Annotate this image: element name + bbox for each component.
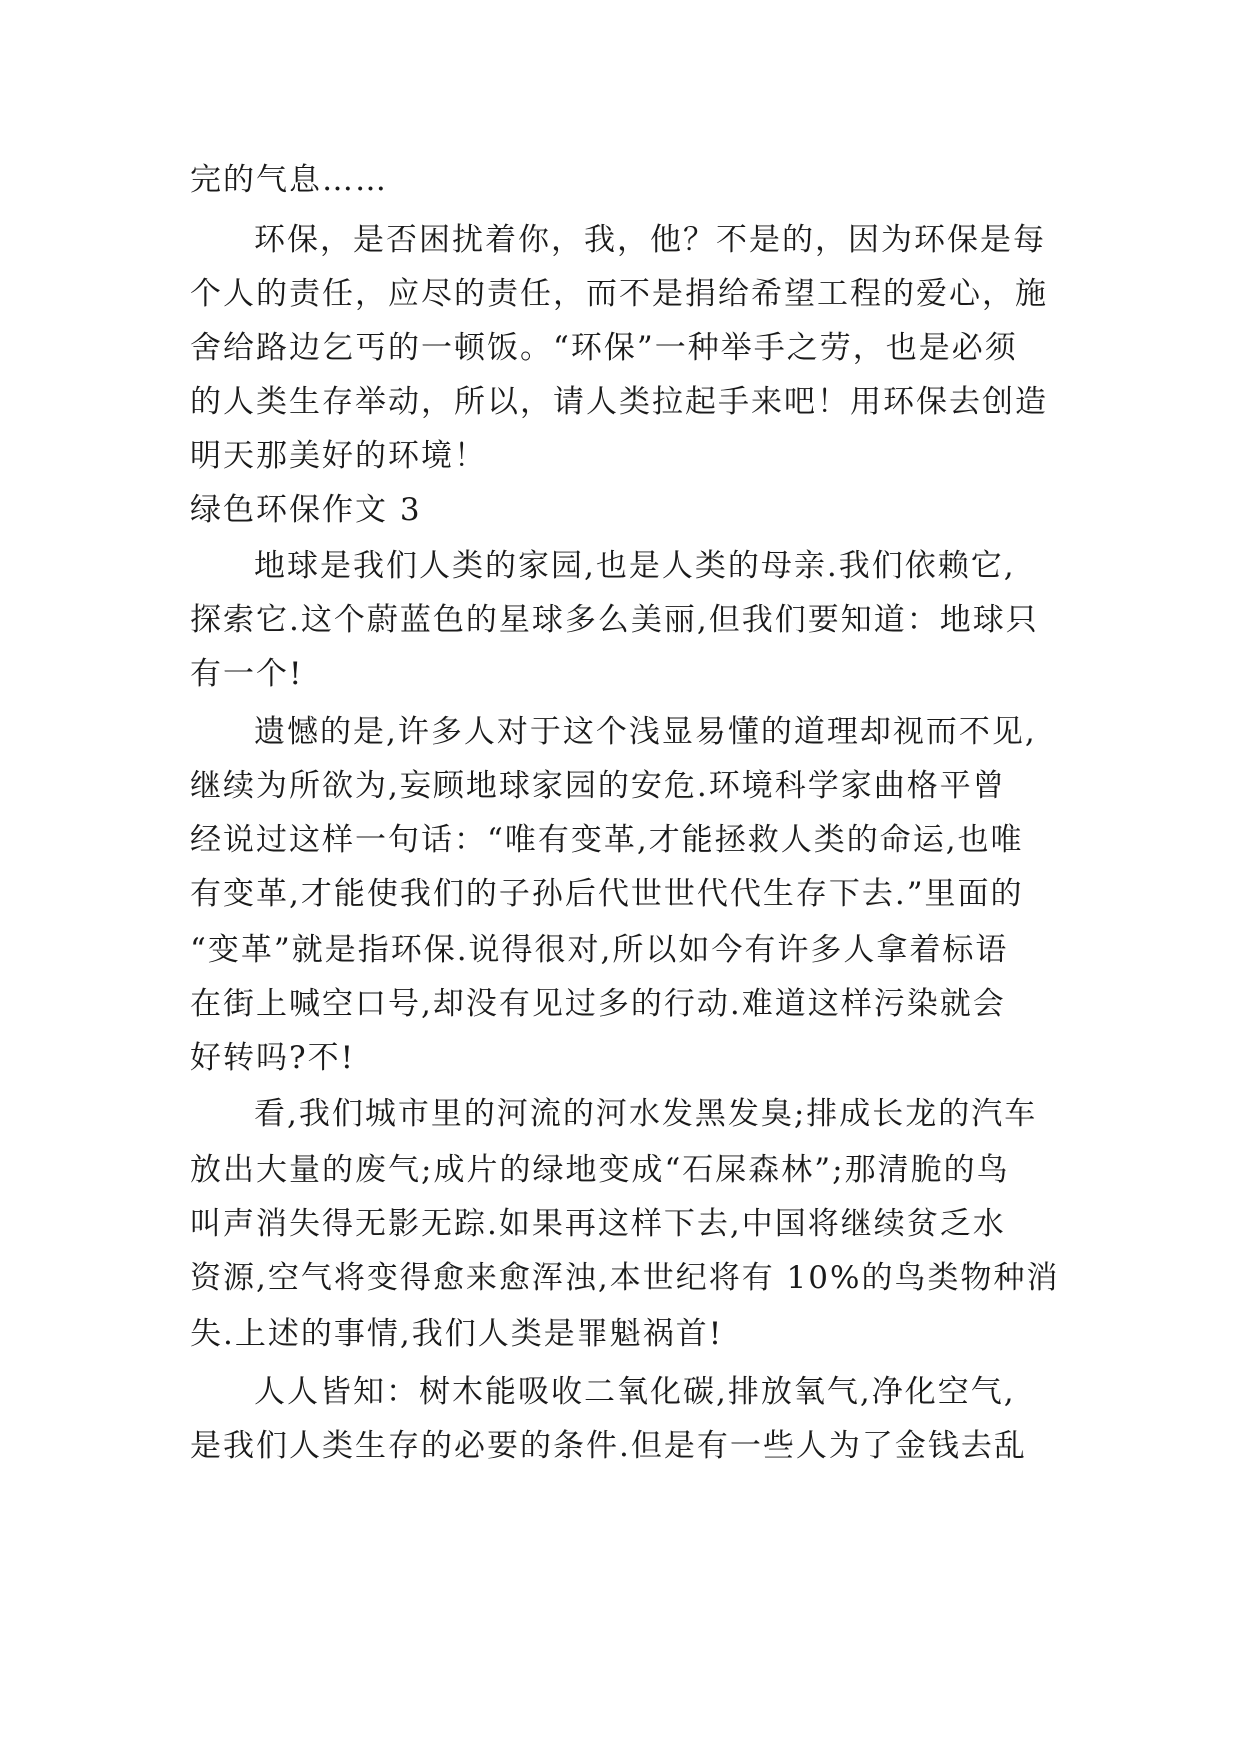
paragraph-first-line: 地球是我们人类的家园,也是人类的母亲.我们依赖它, xyxy=(254,548,1016,584)
text-line: 完的气息…… xyxy=(190,162,388,198)
text-line: 探索它.这个蔚蓝色的星球多么美丽,但我们要知道：地球只 xyxy=(190,602,1039,638)
paragraph-first-line: 人人皆知：树木能吸收二氧化碳,排放氧气,净化空气, xyxy=(254,1374,1016,1410)
paragraph-first-line: 看,我们城市里的河流的河水发黑发臭;排成长龙的汽车 xyxy=(254,1096,1038,1132)
text-line: 有一个! xyxy=(190,656,304,692)
text-line: 舍给路边乞丐的一顿饭。“环保”一种举手之劳，也是必须 xyxy=(190,330,1018,366)
text-line: 放出大量的废气;成片的绿地变成“石屎森林”;那清脆的鸟 xyxy=(190,1152,1010,1188)
text-line: 失.上述的事情,我们人类是罪魁祸首! xyxy=(190,1316,724,1352)
text-line: 在街上喊空口号,却没有见过多的行动.难道这样污染就会 xyxy=(190,986,1006,1022)
text-line: 是我们人类生存的必要的条件.但是有一些人为了金钱去乱 xyxy=(190,1428,1027,1464)
text-line: 明天那美好的环境！ xyxy=(190,438,487,474)
text-line: 的人类生存举动，所以，请人类拉起手来吧！用环保去创造 xyxy=(190,384,1048,420)
text-line: 好转吗?不! xyxy=(190,1040,356,1076)
text-line: 资源,空气将变得愈来愈浑浊,本世纪将有 10%的鸟类物种消 xyxy=(190,1260,1060,1296)
text-line: 有变革,才能使我们的子孙后代世世代代生存下去.”里面的 xyxy=(190,876,1024,912)
paragraph-first-line: 遗憾的是,许多人对于这个浅显易懂的道理却视而不见, xyxy=(254,714,1037,750)
text-line: 经说过这样一句话：“唯有变革,才能拯救人类的命运,也唯 xyxy=(190,822,1024,858)
text-line: 继续为所欲为,妄顾地球家园的安危.环境科学家曲格平曾 xyxy=(190,768,1006,804)
text-line: 叫声消失得无影无踪.如果再这样下去,中国将继续贫乏水 xyxy=(190,1206,1006,1242)
paragraph-first-line: 环保，是否困扰着你，我，他？不是的，因为环保是每 xyxy=(254,222,1046,258)
text-line: 个人的责任，应尽的责任，而不是捐给希望工程的爱心，施 xyxy=(190,276,1048,312)
text-line: “变革”就是指环保.说得很对,所以如今有许多人拿着标语 xyxy=(190,932,1009,968)
section-heading: 绿色环保作文 3 xyxy=(190,492,422,528)
